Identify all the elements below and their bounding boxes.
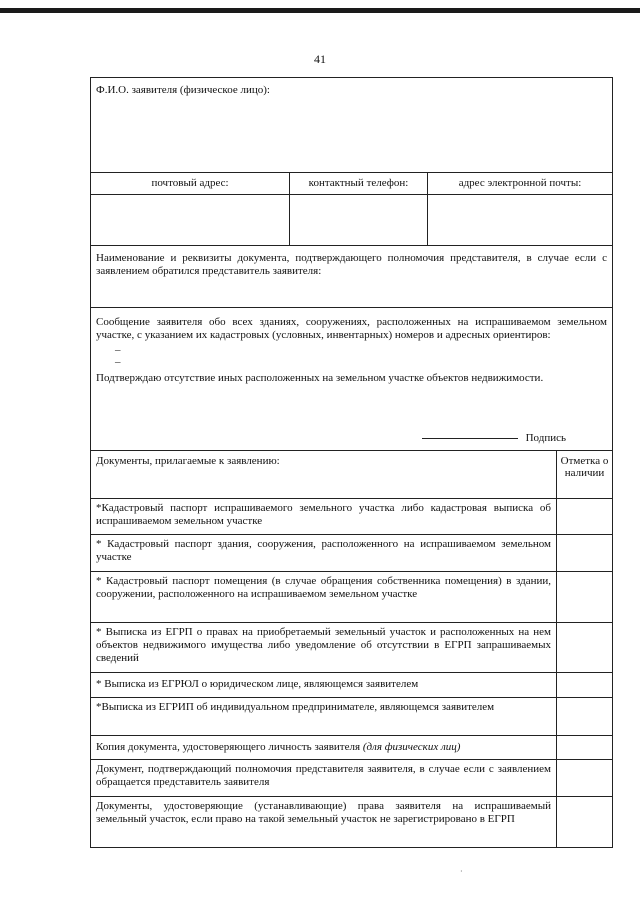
document-row <box>91 622 612 672</box>
document-row <box>91 571 612 622</box>
document-row-mark[interactable] <box>556 623 612 672</box>
document-row-mark[interactable] <box>556 499 612 534</box>
document-row-mark[interactable] <box>556 797 612 847</box>
scan-top-border <box>0 8 640 13</box>
buildings-text: Сообщение заявителя обо всех зданиях, сооружениях, расположенных на испрашиваемом земельном участке, с указанием их кадастровых (условных, инвентарных) номеров и адресных ориентиров: <box>96 316 607 341</box>
contacts-values-row <box>91 194 612 245</box>
document-row-text: * Кадастровый паспорт помещения (в случае обращения собственника помещения) в здании, сооружении, расположенного на испрашиваемом земельном участке <box>96 575 551 600</box>
postal-address-field[interactable] <box>91 195 289 245</box>
document-row <box>91 498 612 534</box>
document-row-text <box>91 736 556 759</box>
document-row <box>91 697 612 735</box>
document-row-text-note: (для физических лиц) <box>362 741 461 753</box>
document-row-mark[interactable] <box>556 535 612 571</box>
document-row <box>91 735 612 759</box>
representative-doc-row <box>91 245 612 307</box>
buildings-dash-1: – <box>115 344 121 356</box>
document-row-text-main: Копия документа, удостоверяющего личность заявителя <box>96 741 361 753</box>
document-row-text: *Выписка из ЕГРИП об индивидуальном предпринимателе, являющемся заявителем <box>96 701 495 713</box>
postal-address-label: почтовый адрес: <box>151 177 229 189</box>
contacts-header-row <box>91 172 612 194</box>
scan-speck: · <box>460 867 463 876</box>
email-label: адрес электронной почты: <box>427 173 612 194</box>
documents-header-label: Документы, прилагаемые к заявлению: <box>96 455 280 467</box>
email-field[interactable] <box>427 195 612 245</box>
document-row <box>91 796 612 847</box>
mark-column-label: Отметка о наличии <box>556 451 612 498</box>
buildings-dash-2: – <box>115 356 121 368</box>
applicant-name-label: Ф.И.О. заявителя (физическое лицо): <box>96 84 270 96</box>
document-row <box>91 534 612 571</box>
document-row-mark[interactable] <box>556 736 612 759</box>
document-row-text: * Выписка из ЕГРЮЛ о юридическом лице, являющемся заявителем <box>96 678 419 690</box>
phone-field[interactable] <box>289 195 427 245</box>
buildings-row <box>91 307 612 450</box>
applicant-name-row <box>91 78 612 172</box>
phone-label: контактный телефон: <box>289 173 427 194</box>
document-row-text: *Кадастровый паспорт испрашиваемого земельного участка либо кадастровая выписка об испрашиваемом земельном участке <box>96 502 551 527</box>
signature-label: Подпись <box>525 432 566 444</box>
signature-line[interactable] <box>422 438 518 439</box>
document-row-text: Документ, подтверждающий полномочия представителя заявителя, в случае если с заявлением обращается представитель заявителя <box>96 763 551 788</box>
documents-header-row <box>91 450 612 498</box>
document-row-text: * Выписка из ЕГРП о правах на приобретаемый земельный участок и расположенных на нем объектов недвижимого имущества либо уведомление об отсутствии в ЕГРП запрашиваемых сведений <box>96 626 551 664</box>
document-row-mark[interactable] <box>556 572 612 622</box>
signature-block <box>422 432 566 445</box>
document-row <box>91 759 612 796</box>
document-row-mark[interactable] <box>556 698 612 735</box>
document-row-text: * Кадастровый паспорт здания, сооружения, расположенного на испрашиваемом земельном участке <box>96 538 551 563</box>
application-form-table <box>90 77 613 848</box>
document-row-mark[interactable] <box>556 760 612 796</box>
document-row-mark[interactable] <box>556 673 612 697</box>
document-row <box>91 672 612 697</box>
page-number: 41 <box>314 52 326 66</box>
document-row-text: Документы, удостоверяющие (устанавливающие) права заявителя на испрашиваемый земельный участок, если право на такой земельный участок не зарегистрировано в ЕГРП <box>96 800 551 825</box>
representative-doc-text: Наименование и реквизиты документа, подтверждающего полномочия представителя, в случае если с заявлением обратился представитель заявителя: <box>96 252 607 277</box>
confirm-absence-text: Подтверждаю отсутствие иных расположенных на земельном участке объектов недвижимости. <box>96 372 544 384</box>
